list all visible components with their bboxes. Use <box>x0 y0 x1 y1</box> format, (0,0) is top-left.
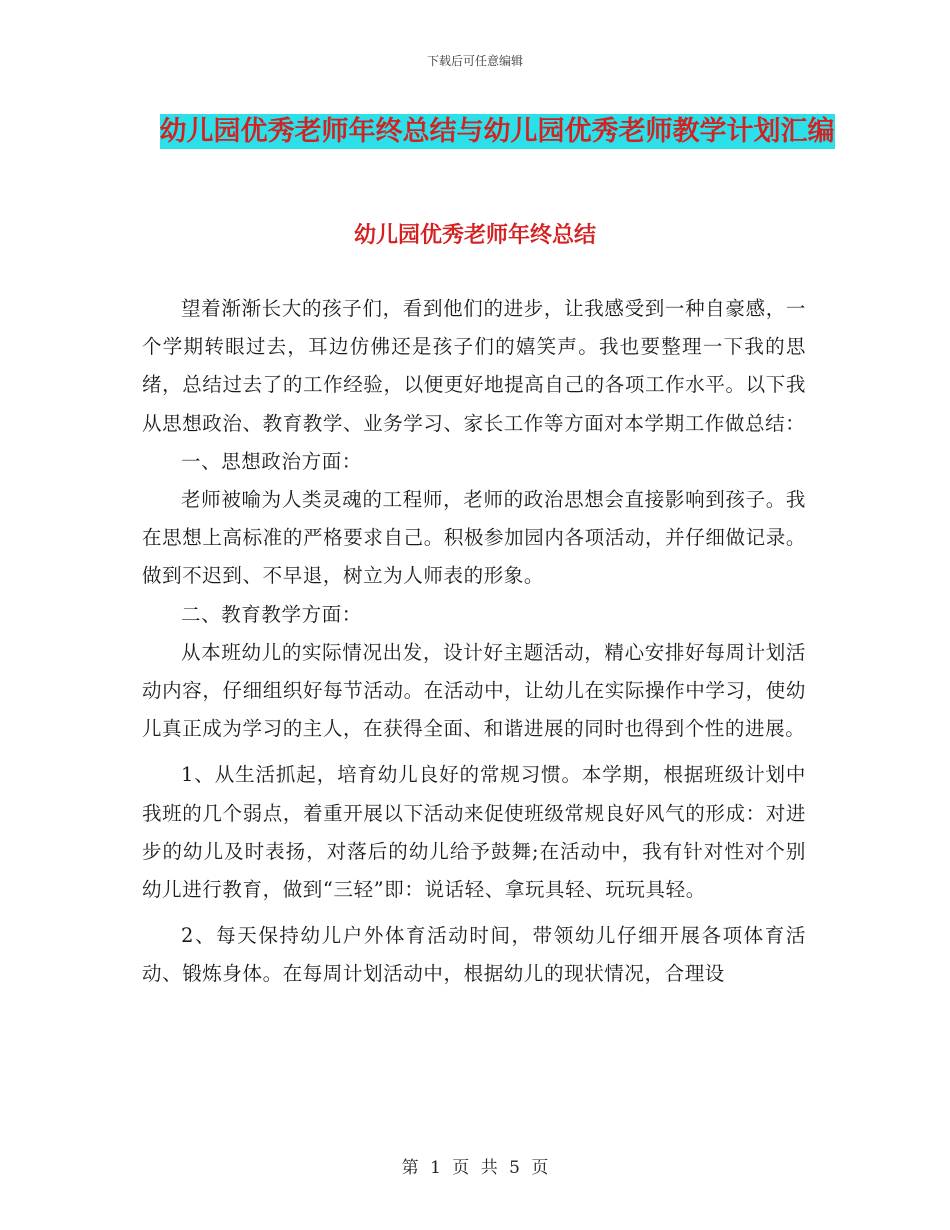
section-title: 幼儿园优秀老师年终总结 <box>353 222 596 248</box>
paragraph-heading-2: 二、教育教学方面： <box>181 602 362 626</box>
paragraph-teaching: 从本班幼儿的实际情况出发，设计好主题活动，精心安排好每周计划活动内容，仔细组织好每节活动。在活动中，让幼儿在实际操作中学习，使幼儿真正成为学习的主人，在获得全面、和谐进展的同时也得到个性的进展。 <box>142 640 806 741</box>
header-note: 下载后可任意编辑 <box>426 54 523 68</box>
paragraph-item-2: 2、每天保持幼儿户外体育活动时间，带领幼儿仔细开展各项体育活动、锻炼身体。在每周计划活动中，根据幼儿的现状情况，合理设 <box>142 924 806 986</box>
document-title-text: 幼儿园优秀老师年终总结与幼儿园优秀老师教学计划汇编 <box>159 116 835 147</box>
paragraph-heading-1: 一、思想政治方面： <box>181 449 362 473</box>
paragraph-item-1: 1、从生活抓起，培育幼儿良好的常规习惯。本学期，根据班级计划中我班的几个弱点，着重开展以下活动来促使班级常规良好风气的形成：对进步的幼儿及时表扬，对落后的幼儿给予鼓舞;在活动中，我有针对性对个别幼儿进行教育，做到“三轻”即：说话轻、拿玩具轻、玩玩具轻。 <box>142 763 806 902</box>
document-body <box>142 290 806 994</box>
page-number: 第 1 页 共 5 页 <box>401 1158 549 1178</box>
document-title <box>142 108 852 156</box>
paragraph-politics: 老师被喻为人类灵魂的工程师，老师的政治思想会直接影响到孩子。我在思想上高标准的严格要求自己。积极参加园内各项活动，并仔细做记录。做到不迟到、不早退，树立为人师表的形象。 <box>142 488 806 588</box>
paragraph-intro: 望着渐渐长大的孩子们，看到他们的进步，让我感受到一种自豪感，一个学期转眼过去，耳边仿佛还是孩子们的嬉笑声。我也要整理一下我的思绪，总结过去了的工作经验，以便更好地提高自己的各项工作水平。以下我从思想政治、教育教学、业务学习、家长工作等方面对本学期工作做总结： <box>142 297 806 435</box>
